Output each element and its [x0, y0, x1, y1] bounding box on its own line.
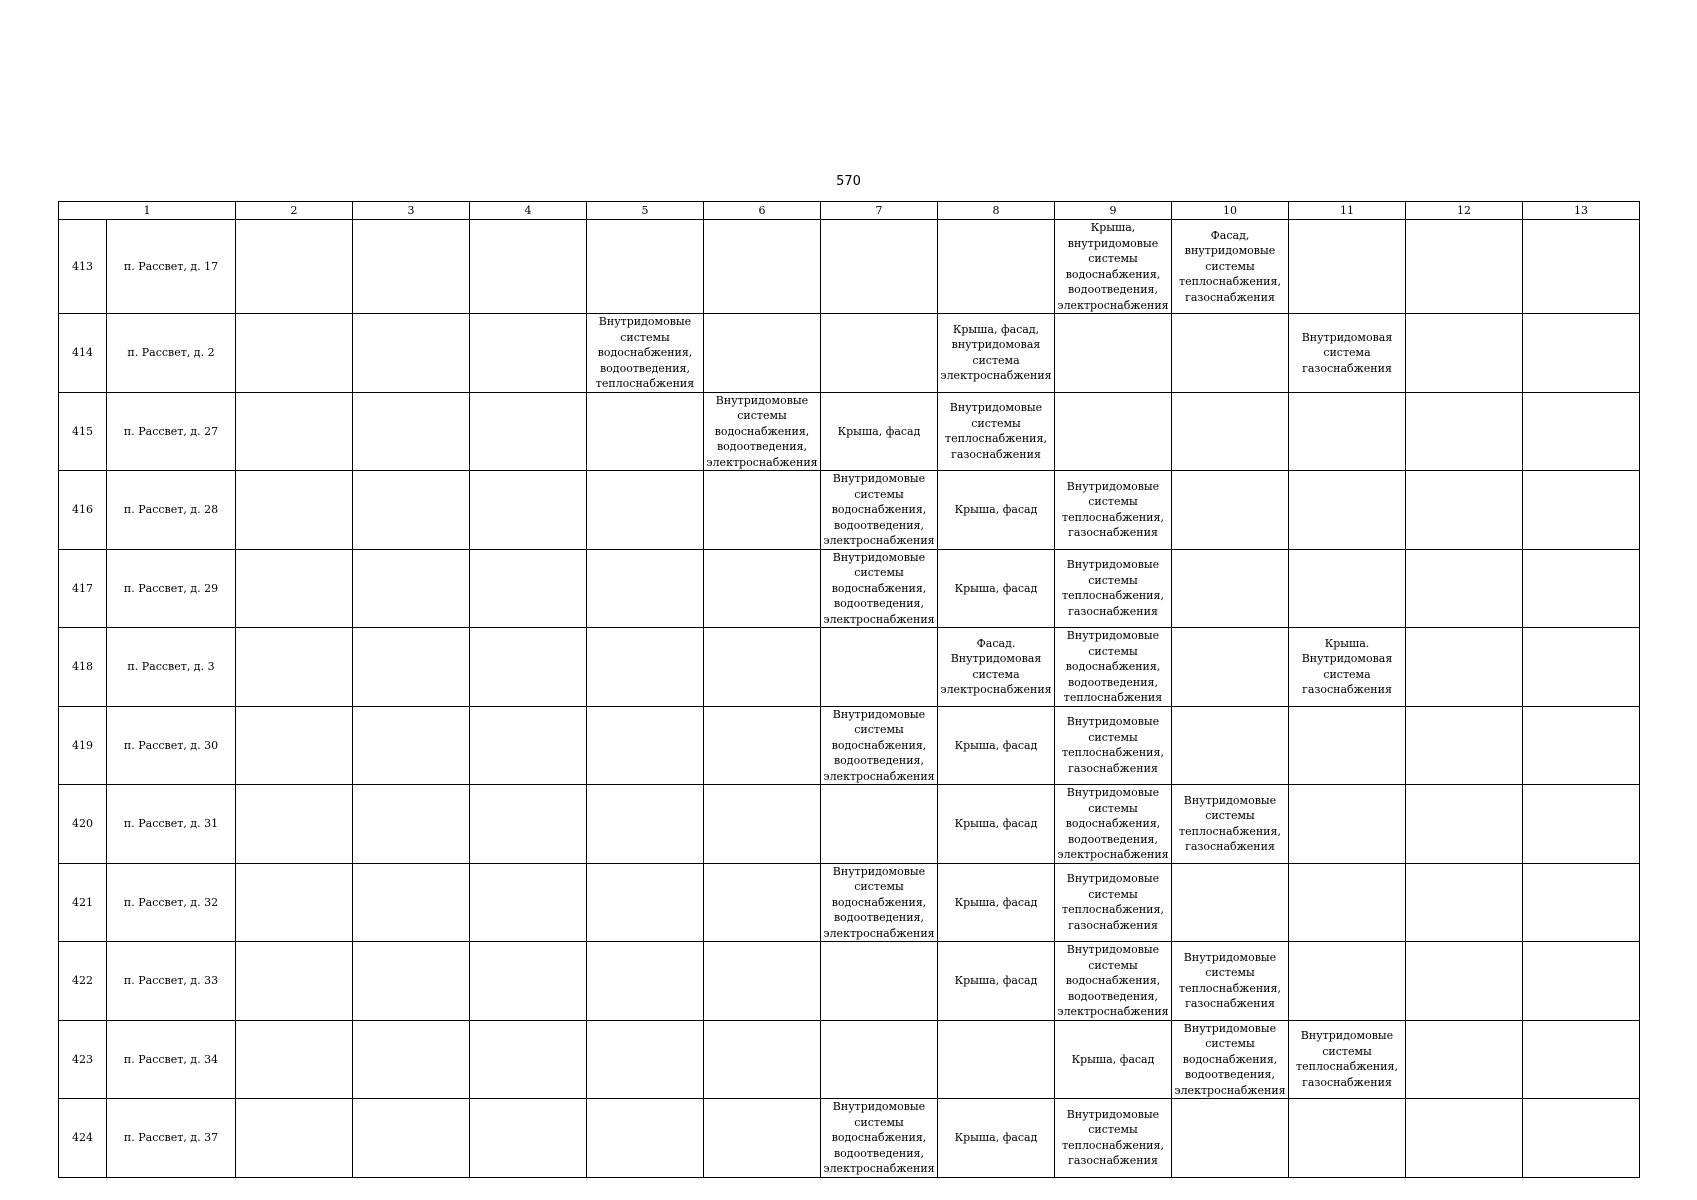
column-header: 12	[1406, 202, 1523, 220]
row-number-cell: 419	[59, 706, 107, 785]
table-cell	[938, 1099, 1055, 1178]
table-cell	[1172, 1099, 1289, 1178]
table-cell	[1172, 863, 1289, 942]
table-cell	[704, 1020, 821, 1099]
table-cell	[1406, 471, 1523, 550]
table-cell	[236, 706, 353, 785]
table-cell	[1523, 220, 1640, 314]
table-cell	[821, 471, 938, 550]
table-cell	[821, 220, 938, 314]
row-number-cell: 422	[59, 942, 107, 1021]
table-cell	[587, 549, 704, 628]
table-cell	[938, 628, 1055, 707]
address-cell: п. Рассвет, д. 27	[107, 392, 236, 471]
address-cell: п. Рассвет, д. 37	[107, 1099, 236, 1178]
table-cell	[1406, 392, 1523, 471]
table-cell	[587, 942, 704, 1021]
table-cell	[704, 628, 821, 707]
row-number-cell: 415	[59, 392, 107, 471]
cell-text: Крыша, фасад	[954, 503, 1038, 516]
table-cell	[236, 942, 353, 1021]
address-cell: п. Рассвет, д. 33	[107, 942, 236, 1021]
cell-text: Внутридомовая система газоснабжения	[1301, 330, 1393, 375]
cell-text: Крыша, фасад	[954, 581, 1038, 595]
cell-text: Внутридомовые системы водоснабжения, водоотведения, электроснабжения	[823, 1100, 935, 1175]
table-cell	[470, 1099, 587, 1178]
header-row	[59, 202, 1640, 220]
table-cell	[1523, 628, 1640, 707]
table-cell	[1406, 549, 1523, 628]
column-header: 3	[353, 202, 470, 220]
column-header: 8	[938, 202, 1055, 220]
table-cell	[1406, 628, 1523, 707]
table-cell	[470, 314, 587, 393]
address-cell: п. Рассвет, д. 31	[107, 785, 236, 864]
table-cell	[1055, 785, 1172, 864]
cell-text: Внутридомовые системы водоснабжения, водоотведения, электроснабжения	[706, 393, 818, 469]
table-cell	[470, 220, 587, 314]
table-body	[59, 220, 1640, 1178]
table-cell	[236, 471, 353, 550]
cell-text: Внутридомовые системы теплоснабжения, газоснабжения	[1179, 793, 1281, 854]
table-cell	[1289, 549, 1406, 628]
table-cell	[1055, 471, 1172, 550]
row-number-cell: 423	[59, 1020, 107, 1099]
table-row	[59, 314, 1640, 393]
table-cell	[704, 863, 821, 942]
table-row	[59, 863, 1640, 942]
table-cell	[1172, 220, 1289, 314]
table-cell	[704, 549, 821, 628]
table-cell	[353, 220, 470, 314]
table-cell	[236, 392, 353, 471]
cell-text: Внутридомовые системы теплоснабжения, газоснабжения	[1062, 558, 1164, 618]
table-cell	[470, 471, 587, 550]
table-cell	[470, 628, 587, 707]
table-cell	[1289, 314, 1406, 393]
table-cell	[938, 706, 1055, 785]
table-row	[59, 392, 1640, 471]
table-row	[59, 942, 1640, 1021]
table-cell	[587, 785, 704, 864]
table-cell	[587, 314, 704, 393]
table-cell	[236, 314, 353, 393]
cell-text: Фасад, внутридомовые системы теплоснабжения, газоснабжения	[1179, 228, 1281, 304]
address-cell: п. Рассвет, д. 34	[107, 1020, 236, 1099]
table-cell	[1172, 628, 1289, 707]
table-cell	[1289, 942, 1406, 1021]
cell-text: Крыша, фасад	[954, 738, 1038, 752]
cell-text: Внутридомовые системы теплоснабжения, газоснабжения	[1179, 950, 1281, 1011]
table-row	[59, 628, 1640, 707]
table-cell	[353, 549, 470, 628]
table-cell	[1055, 220, 1172, 314]
table-cell	[1172, 314, 1289, 393]
column-header: 5	[587, 202, 704, 220]
table-cell	[1406, 1099, 1523, 1178]
cell-text: Фасад. Внутридомовая система электроснабжения	[940, 636, 1052, 697]
table-cell	[587, 706, 704, 785]
table-cell	[236, 549, 353, 628]
table-cell	[1406, 942, 1523, 1021]
table-cell	[236, 1099, 353, 1178]
table-cell	[587, 628, 704, 707]
address-cell: п. Рассвет, д. 3	[107, 628, 236, 707]
row-number-cell: 417	[59, 549, 107, 628]
table-cell	[236, 1020, 353, 1099]
table-cell	[1289, 471, 1406, 550]
cell-text: Крыша, фасад, внутридомовая система электроснабжения	[940, 322, 1052, 383]
table-cell	[1523, 1099, 1640, 1178]
table-cell	[938, 863, 1055, 942]
cell-text: Крыша, фасад	[954, 1131, 1038, 1144]
table-cell	[353, 392, 470, 471]
table-row	[59, 549, 1640, 628]
cell-text: Крыша, фасад	[1071, 1052, 1155, 1066]
table-cell	[1406, 706, 1523, 785]
table-cell	[1289, 220, 1406, 314]
table-cell	[353, 706, 470, 785]
cell-text: Внутридомовые системы водоснабжения, водоотведения, электроснабжения	[1057, 786, 1169, 861]
table-cell	[1406, 1020, 1523, 1099]
column-header: 11	[1289, 202, 1406, 220]
cell-text: Внутридомовые системы водоснабжения, водоотведения, электроснабжения	[823, 550, 935, 626]
table-cell	[1523, 785, 1640, 864]
table-cell	[1055, 942, 1172, 1021]
table-cell	[470, 1020, 587, 1099]
table-cell	[821, 1099, 938, 1178]
cell-text: Внутридомовые системы теплоснабжения, газоснабжения	[1296, 1029, 1398, 1089]
table-cell	[587, 1020, 704, 1099]
column-header: 7	[821, 202, 938, 220]
table-cell	[353, 471, 470, 550]
table-cell	[938, 549, 1055, 628]
table-cell	[1523, 392, 1640, 471]
table-cell	[1055, 314, 1172, 393]
table-cell	[236, 628, 353, 707]
table-cell	[1523, 942, 1640, 1021]
address-cell: п. Рассвет, д. 30	[107, 706, 236, 785]
table-cell	[821, 549, 938, 628]
column-header: 13	[1523, 202, 1640, 220]
row-number-cell: 414	[59, 314, 107, 393]
table-cell	[236, 863, 353, 942]
table-cell	[1406, 863, 1523, 942]
cell-text: Крыша. Внутридомовая система газоснабжения	[1301, 636, 1393, 697]
table-cell	[1523, 1020, 1640, 1099]
table-cell	[1289, 392, 1406, 471]
table-cell	[704, 1099, 821, 1178]
table-cell	[353, 1020, 470, 1099]
table-row	[59, 1099, 1640, 1178]
table-cell	[938, 785, 1055, 864]
table-cell	[1523, 706, 1640, 785]
table-cell	[1172, 392, 1289, 471]
table-cell	[1289, 785, 1406, 864]
table-row	[59, 706, 1640, 785]
cell-text: Внутридомовые системы теплоснабжения, газоснабжения	[1062, 479, 1164, 540]
table-cell	[1055, 863, 1172, 942]
table-cell	[938, 314, 1055, 393]
table-cell	[470, 942, 587, 1021]
table-cell	[938, 942, 1055, 1021]
cell-text: Внутридомовые системы водоснабжения, водоотведения, электроснабжения	[1174, 1021, 1286, 1097]
table-cell	[1406, 785, 1523, 864]
cell-text: Крыша, внутридомовые системы водоснабжения, водоотведения, электроснабжения	[1057, 221, 1169, 312]
table-cell	[1055, 628, 1172, 707]
row-number-cell: 416	[59, 471, 107, 550]
cell-text: Внутридомовые системы теплоснабжения, газоснабжения	[945, 401, 1047, 461]
table-cell	[821, 942, 938, 1021]
page-number: 570	[836, 174, 861, 189]
cell-text: Внутридомовые системы теплоснабжения, газоснабжения	[1062, 1107, 1164, 1168]
cell-text: Внутридомовые системы водоснабжения, водоотведения, электроснабжения	[823, 472, 935, 547]
table-cell	[821, 1020, 938, 1099]
table-cell	[470, 706, 587, 785]
table-cell	[1172, 1020, 1289, 1099]
cell-text: Внутридомовые системы теплоснабжения, газоснабжения	[1062, 715, 1164, 775]
column-header: 10	[1172, 202, 1289, 220]
works-schedule-table	[58, 201, 1640, 1178]
table-cell	[587, 220, 704, 314]
table-cell	[1289, 1099, 1406, 1178]
cell-text: Внутридомовые системы водоснабжения, водоотведения, электроснабжения	[1057, 943, 1169, 1018]
table-cell	[704, 392, 821, 471]
table-cell	[704, 706, 821, 785]
table-cell	[704, 314, 821, 393]
table-cell	[704, 942, 821, 1021]
table-cell	[821, 706, 938, 785]
table-cell	[1289, 628, 1406, 707]
table-cell	[470, 863, 587, 942]
table-cell	[821, 785, 938, 864]
table-row	[59, 471, 1640, 550]
table-cell	[1055, 1099, 1172, 1178]
table-cell	[236, 785, 353, 864]
table-header	[59, 202, 1640, 220]
table-cell	[353, 314, 470, 393]
cell-text: Крыша, фасад	[837, 424, 921, 438]
address-cell: п. Рассвет, д. 2	[107, 314, 236, 393]
column-header: 6	[704, 202, 821, 220]
table-cell	[938, 471, 1055, 550]
table-cell	[353, 628, 470, 707]
table-row	[59, 1020, 1640, 1099]
row-number-cell: 424	[59, 1099, 107, 1178]
table-cell	[704, 471, 821, 550]
table-cell	[821, 628, 938, 707]
cell-text: Внутридомовые системы теплоснабжения, газоснабжения	[1062, 872, 1164, 932]
cell-text: Внутридомовые системы водоснабжения, водоотведения, электроснабжения	[823, 864, 935, 940]
address-cell: п. Рассвет, д. 17	[107, 220, 236, 314]
table-cell	[1289, 1020, 1406, 1099]
table-cell	[353, 942, 470, 1021]
table-cell	[1523, 471, 1640, 550]
cell-text: Крыша, фасад	[954, 895, 1038, 909]
table-cell	[587, 863, 704, 942]
table-cell	[1172, 942, 1289, 1021]
row-number-cell: 421	[59, 863, 107, 942]
table-cell	[938, 220, 1055, 314]
cell-text: Крыша, фасад	[954, 974, 1038, 987]
table-cell	[1289, 706, 1406, 785]
cell-text: Внутридомовые системы водоснабжения, водоотведения, электроснабжения	[823, 707, 935, 783]
table-cell	[1055, 706, 1172, 785]
column-header: 2	[236, 202, 353, 220]
table-row	[59, 785, 1640, 864]
table-cell	[1055, 392, 1172, 471]
cell-text: Внутридомовые системы водоснабжения, водоотведения, теплоснабжения	[1063, 629, 1163, 704]
table-cell	[821, 314, 938, 393]
table-cell	[1055, 1020, 1172, 1099]
table-cell	[470, 392, 587, 471]
table-cell	[821, 863, 938, 942]
table-cell	[1406, 220, 1523, 314]
column-header: 9	[1055, 202, 1172, 220]
table-cell	[1406, 314, 1523, 393]
table-cell	[1172, 549, 1289, 628]
table-cell	[938, 1020, 1055, 1099]
table-cell	[704, 220, 821, 314]
table-cell	[938, 392, 1055, 471]
table-cell	[353, 1099, 470, 1178]
row-number-cell: 418	[59, 628, 107, 707]
table-cell	[1523, 314, 1640, 393]
table-cell	[470, 549, 587, 628]
table-cell	[236, 220, 353, 314]
table-cell	[1172, 785, 1289, 864]
table-cell	[1289, 863, 1406, 942]
table-cell	[1523, 863, 1640, 942]
table-cell	[353, 863, 470, 942]
table-cell	[1055, 549, 1172, 628]
column-header: 4	[470, 202, 587, 220]
table-cell	[470, 785, 587, 864]
table-cell	[587, 1099, 704, 1178]
row-number-cell: 413	[59, 220, 107, 314]
cell-text: Внутридомовые системы водоснабжения, водоотведения, теплоснабжения	[595, 315, 695, 390]
table-row	[59, 220, 1640, 314]
table-cell	[1172, 471, 1289, 550]
table-cell	[587, 471, 704, 550]
table-cell	[353, 785, 470, 864]
address-cell: п. Рассвет, д. 32	[107, 863, 236, 942]
table-cell	[704, 785, 821, 864]
column-header: 1	[59, 202, 236, 220]
address-cell: п. Рассвет, д. 28	[107, 471, 236, 550]
table-cell	[587, 392, 704, 471]
cell-text: Крыша, фасад	[954, 817, 1038, 830]
table-cell	[1172, 706, 1289, 785]
table-cell	[1523, 549, 1640, 628]
row-number-cell: 420	[59, 785, 107, 864]
table-cell	[821, 392, 938, 471]
address-cell: п. Рассвет, д. 29	[107, 549, 236, 628]
